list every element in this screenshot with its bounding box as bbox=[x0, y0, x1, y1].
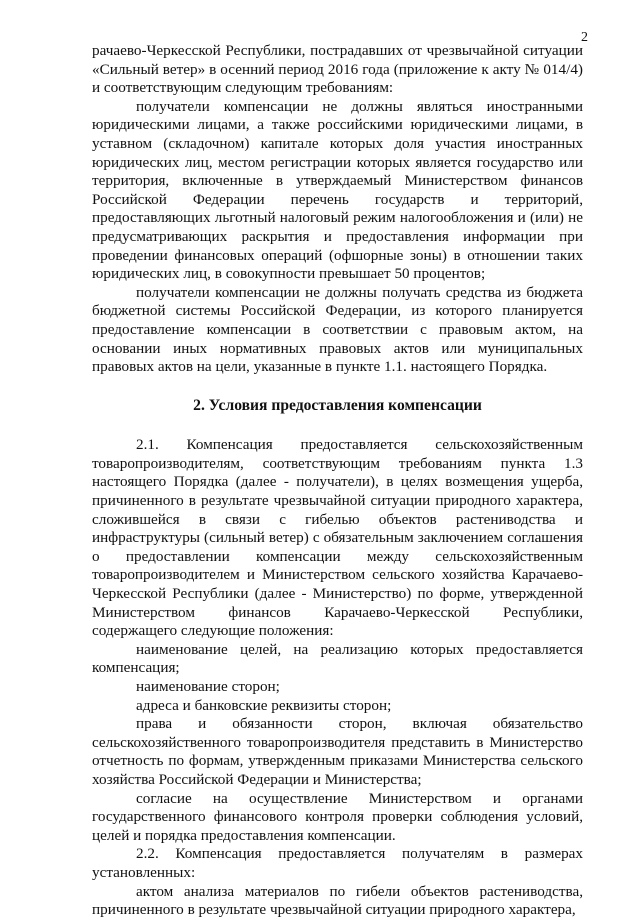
section-title: 2. Условия предоставления компенсации bbox=[193, 396, 482, 414]
paragraph-2-1: 2.1. Компенсация предоставляется сельскохозяйственным товаропроизводителям, соответствующим требованиям пункта 1.3 настоящего Порядка (далее - получатели), в целях возмещения ущерба, причиненного в результате чрезвычайной ситуации природного характера, сложившейся в связи с гибелью объектов растениводства и инфраструктуры (сильный ветер) с обязательным заключением соглашения о предоставлении компенсации между сельскохозяйственным товаропроизводителем и Министерством сельского хозяйства Карачаево-Черкесской Республики (далее - Министерство) по форме, утвержденной Министерством финансов Карачаево-Черкесской Республики, содержащего следующие положения: bbox=[92, 436, 583, 640]
paragraph-act-analysis: актом анализа материалов по гибели объектов растениводства, причиненного в результате чрезвычайной ситуации природного характера, bbox=[92, 882, 583, 919]
list-item-parties: наименование сторон; bbox=[136, 678, 280, 695]
paragraph-requirement-budget: получатели компенсации не должны получать средства из бюджета бюджетной системы Российской Федерации, из которого планируется предоставление компенсации в соответствии с правовым актом, на основании иных нормативных правовых актов или муниципальных правовых актов на цели, указанные в пункте 1.1. настоящего Порядка. bbox=[92, 283, 583, 376]
paragraph-2-2: 2.2. Компенсация предоставляется получателям в размерах установленных: bbox=[92, 845, 583, 881]
paragraph-continuation: рачаево-Черкесской Республики, пострадавших от чрезвычайной ситуации «Сильный ветер» в осенний период 2016 года (приложение к акту № 014/4) и соответствующим следующим требованиям: bbox=[92, 42, 583, 97]
list-item-goals: наименование целей, на реализацию которых предоставляется компенсация; bbox=[92, 640, 583, 677]
page-number: 2 bbox=[581, 30, 588, 45]
paragraph-requirement-foreign: получатели компенсации не должны являться иностранными юридическими лицами, а также российскими юридическими лицами, в уставном (складочном) капитале которых доля участия иностранных юридических лиц, местом регистрации которых является государство или территория, включенные в утверждаемый Министерством финансов Российской Федерации перечень государств и территорий, предоставляющих льготный налоговый режим налогообложения и (или) не предусматривающих раскрытия и предоставления информации при проведении финансовых операций (офшорные зоны) в отношении таких юридических лиц, в совокупности превышает 50 процентов; bbox=[92, 97, 583, 283]
list-item-consent: согласие на осуществление Министерством и органами государственного финансового контроля проверки соблюдения условий, целей и порядка предоставления компенсации. bbox=[92, 789, 583, 844]
list-item-rights: права и обязанности сторон, включая обязательство сельскохозяйственного товаропроизводителя представить в Министерство отчетность по формам, утвержденным приказами Министерства сельского хозяйства Российской Федерации и Министерства; bbox=[92, 715, 583, 788]
document-body bbox=[92, 42, 583, 920]
list-item-addresses: адреса и банковские реквизиты сторон; bbox=[136, 696, 392, 714]
